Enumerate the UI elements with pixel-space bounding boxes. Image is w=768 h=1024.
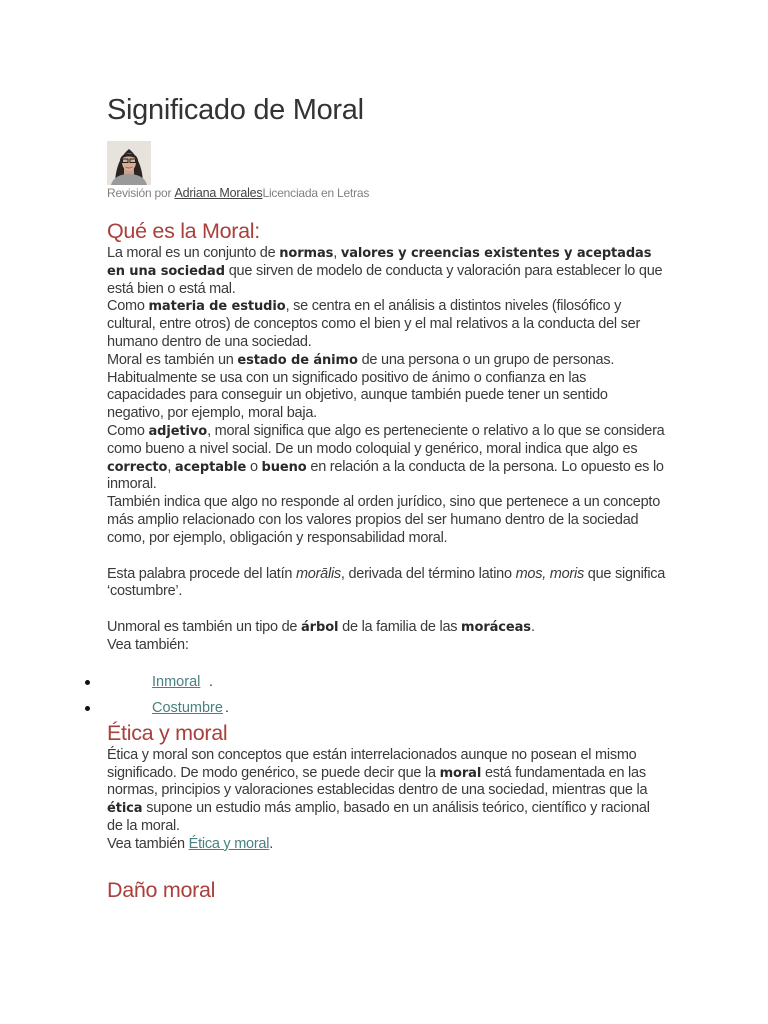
link-costumbre[interactable]: Costumbre: [152, 700, 223, 717]
list-item: Inmoral .: [107, 672, 667, 699]
avatar-photo-icon: [107, 141, 151, 185]
page-title: Significado de Moral: [107, 94, 364, 126]
author-link[interactable]: Adriana Morales: [174, 186, 263, 200]
bullet-icon: [85, 680, 90, 685]
byline-prefix: Revisión por: [107, 186, 175, 200]
paragraph-2: Como materia de estudio, se centra en el análisis a distintos niveles (filosófico y cultural, entre otros) de conceptos como el bien y el mal relativos a la conducta del ser humano dentro de una sociedad.: [107, 298, 641, 350]
list-item: Costumbre .: [107, 698, 667, 725]
paragraph-tree: Unmoral es también un tipo de árbol de la familia de las moráceas.: [107, 619, 535, 636]
section-heading-que-es: Qué es la Moral:: [107, 219, 260, 243]
paragraph-1: La moral es un conjunto de normas, valores y creencias existentes y aceptadas en una sociedad que sirven de modelo de conducta y valoración para establecer lo que está bien o está mal.: [107, 245, 663, 297]
paragraph-etymology: Esta palabra procede del latín morālis, derivada del término latino mos, moris que significa ‘costumbre’.: [107, 565, 666, 600]
paragraph-5: También indica que algo no responde al orden jurídico, sino que pertenece a un concepto más amplio relacionado con los valores propios del ser humano dentro de la sociedad como, por ejemplo, obligación y responsabilidad moral.: [107, 494, 661, 546]
link-inmoral[interactable]: Inmoral: [152, 673, 201, 690]
bullet-icon: [85, 706, 90, 711]
see-also-list: [107, 672, 667, 725]
author-avatar[interactable]: [107, 141, 151, 185]
see-also-label: Vea también:: [107, 636, 189, 653]
paragraph-4: Como adjetivo, moral significa que algo es perteneciente o relativo a lo que se considera como bueno a nivel social. De un modo coloquial y genérico, moral indica que algo es correcto, aceptable o bueno en relación a la conducta de la persona. Lo opuesto es lo inmoral.: [107, 422, 665, 493]
see-also-etica: Vea también Ética y moral.: [107, 835, 273, 852]
section-heading-etica: Ética y moral: [107, 720, 228, 745]
author-credential: Licenciada en Letras: [262, 186, 370, 200]
paragraph-etica: Ética y moral son conceptos que están interrelacionados aunque no posean el mismo significado. De modo genérico, se puede decir que la moral está fundamentada en las normas, principios y valoraciones establecidas dentro de una sociedad, mientras que la ética supone un estudio más amplio, basado en un análisis teórico, científico y racional de la moral.: [107, 746, 650, 834]
byline: [107, 186, 667, 200]
section-heading-dano-moral: Daño moral: [107, 877, 216, 902]
link-etica-y-moral[interactable]: Ética y moral: [188, 835, 270, 852]
paragraph-3: Moral es también un estado de ánimo de una persona o un grupo de personas. Habitualmente se usa con un significado positivo de ánimo o confianza en las capacidades para conseguir un objetivo, aunque también puede tener un sentido negativo, por ejemplo, moral baja.: [107, 351, 615, 422]
article: [107, 88, 667, 904]
